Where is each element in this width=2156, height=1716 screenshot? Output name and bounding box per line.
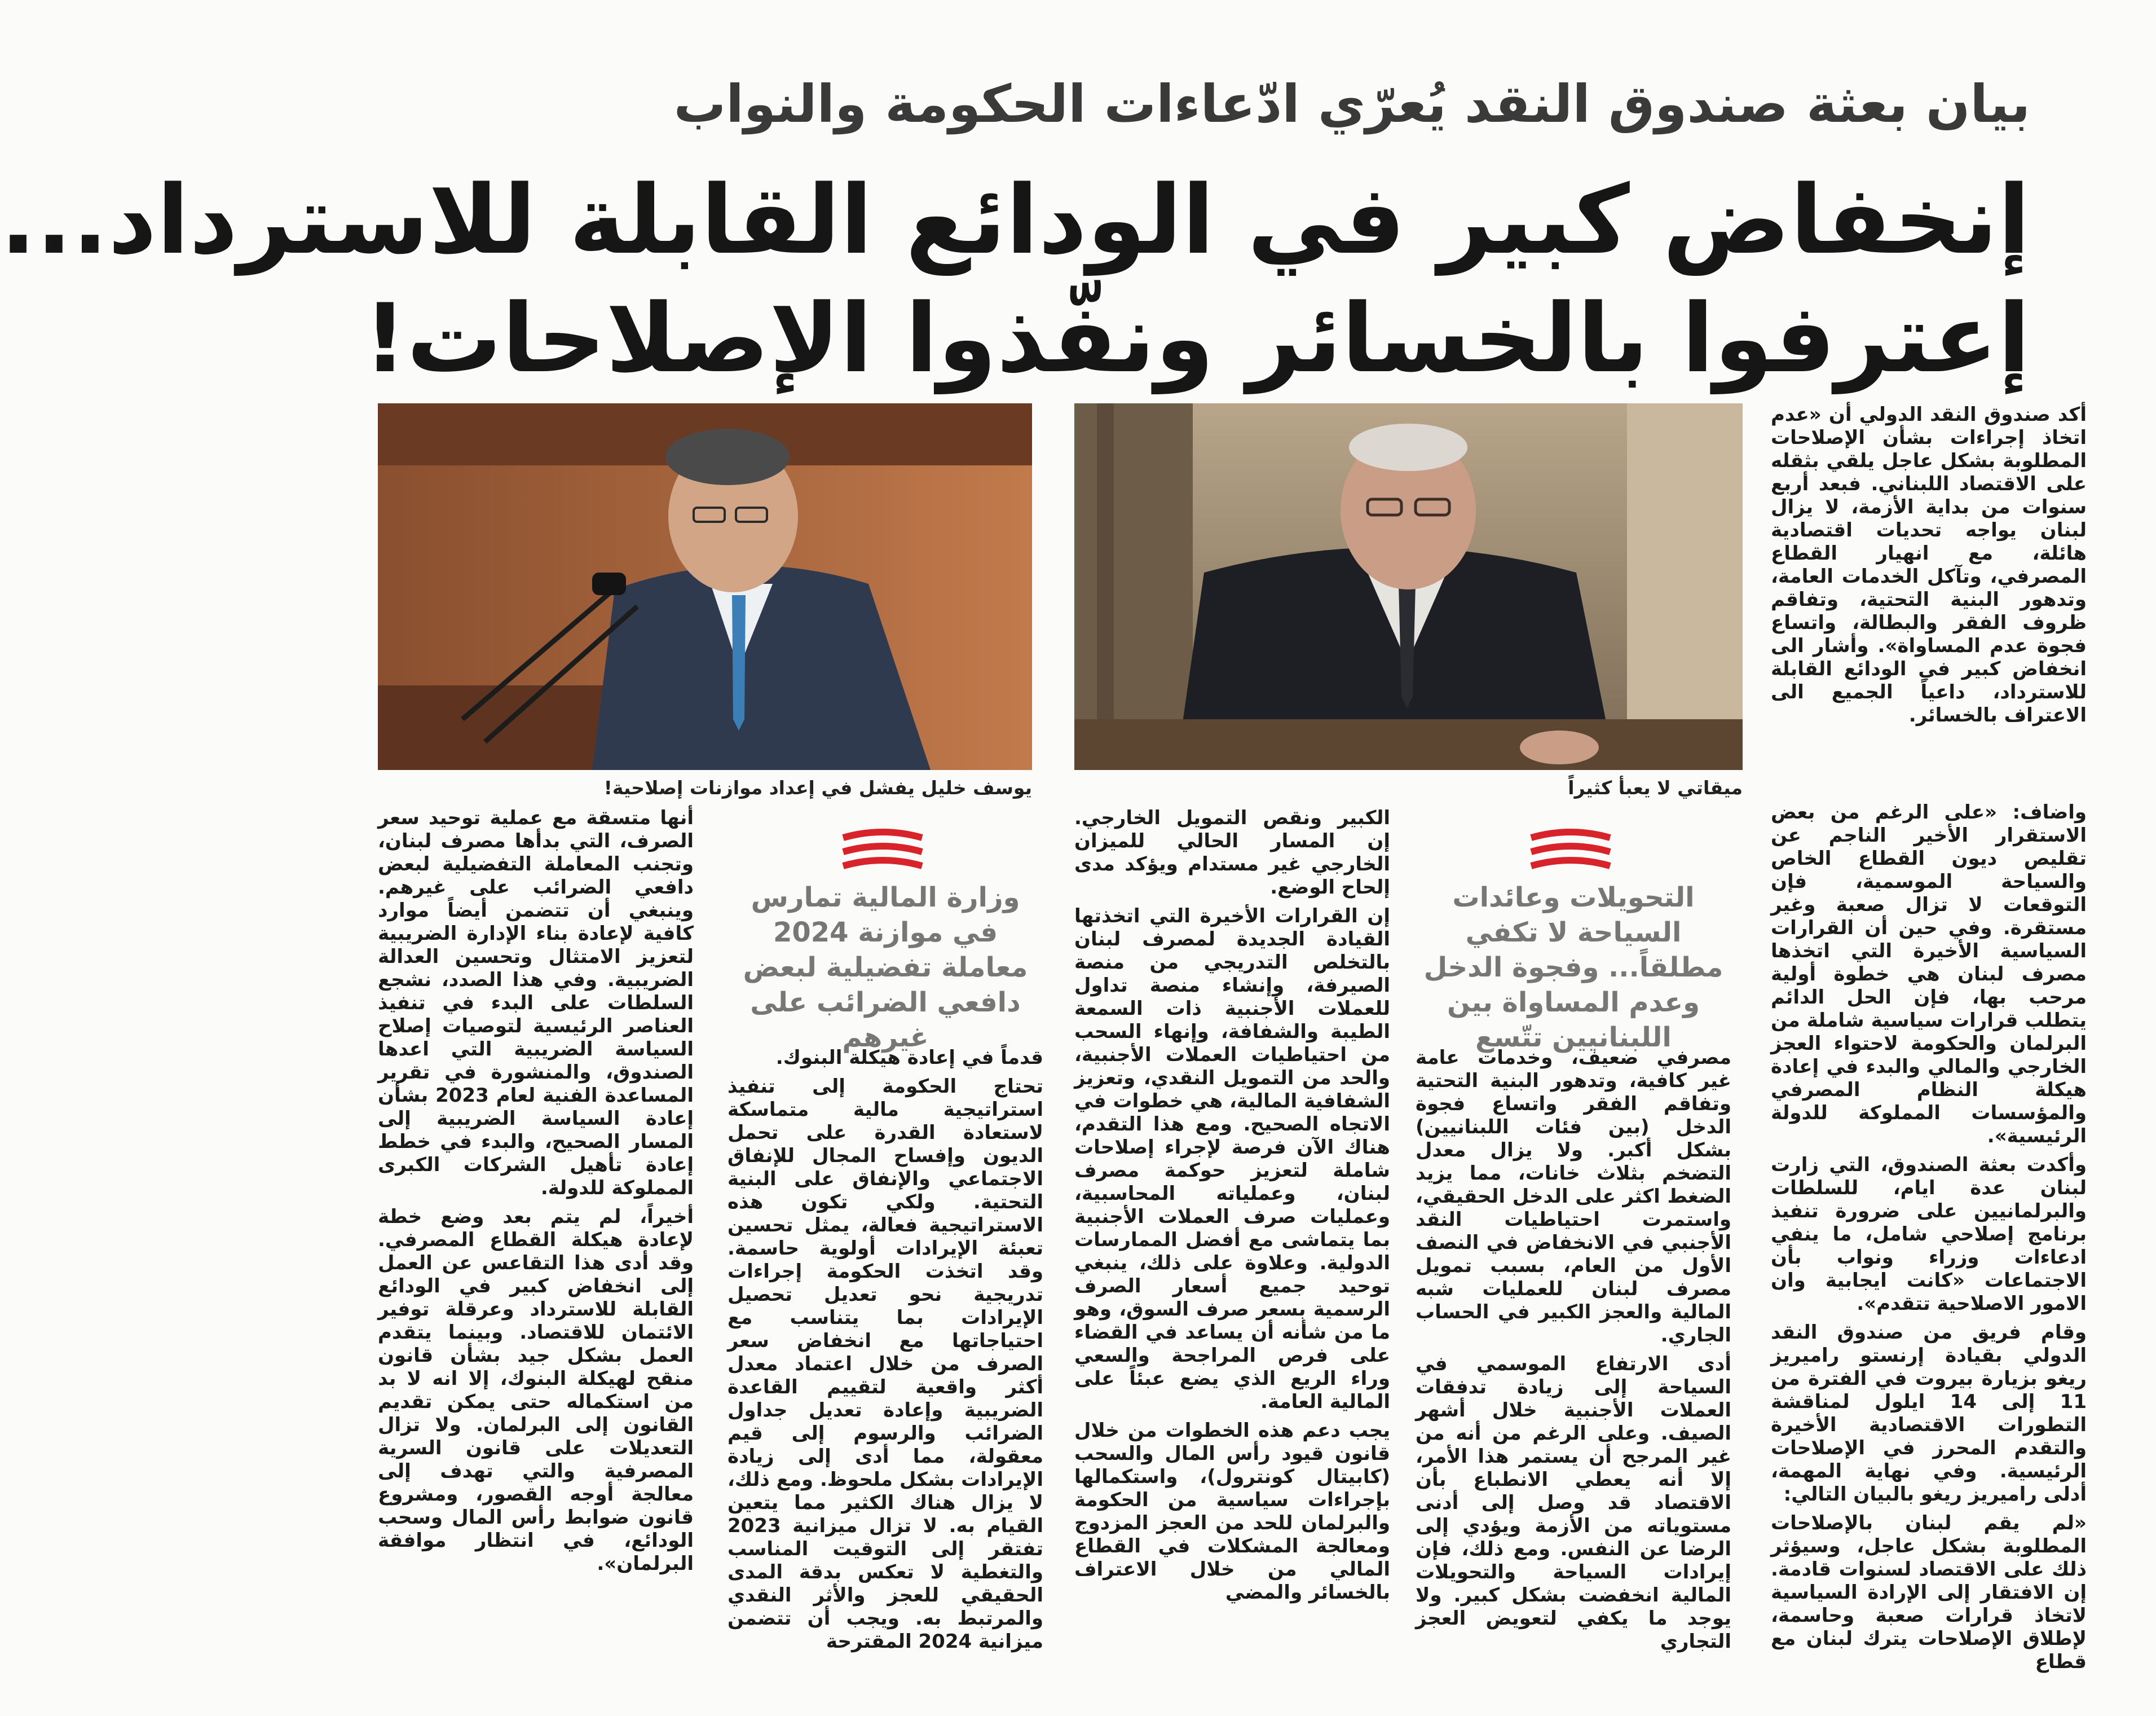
headline-line-2: إعترفوا بالخسائر ونفّذوا الإصلاحات! [363,283,2030,394]
paragraph: وقام فريق من صندوق النقد الدولي بقيادة إرنستو راميريز ريغو بزيارة بيروت في الفترة من 11 إلى 14 ايلول لمناقشة التطورات الاقتصادية الأخيرة والتقدم المحرز في الإصلاحات الرئيسية. وفي نهاية المهمة، أدلى راميريز ريغو بالبيان التالي: [1764,1321,2087,1506]
headline-line-1: إنخفاض كبير في الودائع القابلة للاسترداد... [0,165,2030,275]
caption-khalil: يوسف خليل يفشل في إعداد موازنات إصلاحية! [603,777,1032,799]
paragraph: واضاف: «على الرغم من بعض الاستقرار الأخير الناجم عن تقليص ديون القطاع الخاص والسياحة الموسمية، فإن التوقعات لا تزال صعبة وغير مستقرة. وفي حين أن القرارات السياسية الأخيرة التي اتخذها مصرف لبنان هي خطوة أولية مرحب بها، فإن الحل الدائم يتطلب قرارات سياسية شاملة من البرلمان والحكومة لاحتواء العجز الخارجي والمالي والبدء في إعادة هيكلة النظام المصرفي والمؤسسات المملوكة للدولة الرئيسية». [1764,801,2087,1147]
kicker-subtitle: بيان بعثة صندوق النقد يُعرّي ادّعاءات الحكومة والنواب [673,74,2030,134]
lebanese-flag-stripes-1 [1528,826,1613,872]
article-column-1-top [1764,403,2087,776]
paragraph: أخيراً، لم يتم بعد وضع خطة لإعادة هيكلة القطاع المصرفي. وقد أدى هذا التقاعس عن العمل إلى انخفاض كبير في الودائع القابلة للاسترداد وعرقلة توفير الائتمان للاقتصاد. وبينما يتقدم العمل بشكل جيد بشأن قانون منقح لهيكلة البنوك، إلا انه لا بد من استكماله حتى يمكن تقديم القانون إلى البرلمان. ولا تزال التعديلات على قانون السرية المصرفية والتي تهدف إلى معالجة أوجه القصور، ومشروع قانون ضوابط رأس المال وسحب الودائع، في انتظار موافقة البرلمان». [371,1205,694,1575]
pull-quote-2: وزارة المالية تمارس في موازنة 2024 معاملة تفضيلية لبعض دافعي الضرائب على غيرهم [743,882,1028,1053]
paragraph: «لم يقم لبنان بالإصلاحات المطلوبة بشكل عاجل، وسيؤثر ذلك على الاقتصاد لسنوات قادمة. إن الافتقار إلى الإرادة السياسية لاتخاذ قرارات صعبة وحاسمة، لإطلاق الإصلاحات يترك لبنان مع قطاع [1764,1512,2087,1673]
paragraph: يجب دعم هذه الخطوات من خلال قانون قيود رأس المال والسحب (كابيتال كونترول)، واستكمالها بإجراءات سياسية من الحكومة والبرلمان للحد من العجز المزدوج ومعالجة المشكلات في القطاع المالي من خلال الاعتراف بالخسائر والمضي [1068,1419,1390,1604]
paragraph: تحتاج الحكومة إلى تنفيذ استراتيجية مالية متماسكة لاستعادة القدرة على تحمل الديون وإفساح المجال للإنفاق الاجتماعي والإنفاق على البنية التحتية. ولكي تكون هذه الاستراتيجية فعالة، يمثل تحسين تعبئة الإيرادات أولوية حاسمة. وقد اتخذت الحكومة إجراءات تدريجية نحو تعديل تحصيل الإيرادات بما يتناسب مع احتياجاتها مع انخفاض سعر الصرف من خلال اعتماد معدل أكثر واقعية لتقييم القاعدة الضريبية وإعادة تعديل جداول الضرائب والرسوم إلى قيم معقولة، مما أدى إلى زيادة الإيرادات بشكل ملحوظ. ومع ذلك، لا يزال هناك الكثير مما يتعين القيام به. لا تزال ميزانية 2023 تفتقر إلى التوقيت المناسب والتغطية لا تعكس بدقة المدى الحقيقي للعجز والأثر النقدي والمرتبط به. ويجب أن تتضمن ميزانية 2024 المقترحة [721,1075,1043,1653]
article-column-4 [721,1046,1043,1667]
paragraph: مصرفي ضعيف، وخدمات عامة غير كافية، وتدهور البنية التحتية وتفاقم الفقر واتساع فجوة الدخل (بين فئات اللبنانيين) بشكل أكبر. ولا يزال معدل التضخم بثلاث خانات، مما يزيد الضغط اكثر على الدخل الحقيقي، واستمرت احتياطيات النقد الأجنبي في الانخفاض في النصف الأول من العام، بسبب تمويل مصرف لبنان للعمليات شبه المالية والعجز الكبير في الحساب الجاري. [1409,1046,1731,1347]
caption-mikati: ميقاتي لا يعبأ كثيراً [1568,777,1743,799]
paragraph: الكبير ونقص التمويل الخارجي. إن المسار الحالي للميزان الخارجي غير مستدام ويؤكد مدى إلحاح الوضع. [1068,807,1390,899]
article-column-1-bottom [1764,801,2087,1673]
article-column-2 [1409,1046,1731,1667]
article-column-3 [1068,807,1390,1664]
paragraph: أدى الارتفاع الموسمي في السياحة إلى زيادة تدفقات العملات الأجنبية خلال أشهر الصيف. وعلى الرغم من أنه من غير المرجح أن يستمر هذا الأمر، إلا أنه يعطي الانطباع بأن الاقتصاد قد وصل إلى أدنى مستوياته من الأزمة ويؤدي إلى الرضا عن النفس. ومع ذلك، فإن إيرادات السياحة والتحويلات المالية انخفضت بشكل كبير. ولا يوجد ما يكفي لتعويض العجز التجاري [1409,1353,1731,1653]
paragraph: إن القرارات الأخيرة التي اتخذتها القيادة الجديدة لمصرف لبنان بالتخلص التدريجي من منصة الصيرفة، وإنشاء منصة تداول للعملات الأجنبية ذات السمعة الطيبة والشفافة، وإنهاء السحب من احتياطيات العملات الأجنبية، والحد من التمويل النقدي، وتعزيز الشفافية المالية، هي خطوات في الاتجاه الصحيح. ومع هذا التقدم، هناك الآن فرصة لإجراء إصلاحات شاملة لتعزيز حوكمة مصرف لبنان، وعملياته المحاسبية، وعمليات صرف العملات الأجنبية بما يتماشى مع أفضل الممارسات الدولية. وعلاوة على ذلك، ينبغي توحيد جميع أسعار الصرف الرسمية بسعر صرف السوق، وهو ما من شأنه أن يساعد في القضاء على فرص المراجحة والسعي وراء الريع الذي يضع عبئاً على المالية العامة. [1068,905,1390,1413]
lebanese-flag-stripes-2 [840,826,925,872]
photo-mikati [1074,403,1743,770]
article-column-5 [371,807,694,1664]
paragraph: أكد صندوق النقد الدولي أن «عدم اتخاذ إجراءات بشأن الإصلاحات المطلوبة بشكل عاجل يلقي بثقله على الاقتصاد اللبناني. فبعد أربع سنوات من بداية الأزمة، لا يزال لبنان يواجه تحديات اقتصادية هائلة، مع انهيار القطاع المصرفي، وتآكل الخدمات العامة، وتدهور البنية التحتية، وتفاقم ظروف الفقر والبطالة، واتساع فجوة عدم المساواة». وأشار الى انخفاض كبير في الودائع القابلة للاسترداد، داعياً الجميع الى الاعتراف بالخسائر. [1764,403,2087,727]
paragraph: قدماً في إعادة هيكلة البنوك. [775,1046,1043,1069]
paragraph: أنها متسقة مع عملية توحيد سعر الصرف، التي بدأها مصرف لبنان، وتجنب المعاملة التفضيلية لبعض دافعي الضرائب على غيرهم. وينبغي أن تتضمن أيضاً موارد كافية لإعادة بناء الإدارة الضريبية لتعزيز الامتثال وتحسين العدالة الضريبية. وفي هذا الصدد، نشجع السلطات على البدء في تنفيذ العناصر الرئيسية لتوصيات إصلاح السياسة الضريبية التي اعدها الصندوق، والمنشورة في تقرير المساعدة الفنية لعام 2023 بشأن إعادة السياسة الضريبية إلى المسار الصحيح، والبدء في خطط إعادة تأهيل الشركات الكبرى المملوكة للدولة. [371,807,694,1199]
paragraph: وأكدت بعثة الصندوق، التي زارت لبنان عدة ايام، للسلطات والبرلمانيين على ضرورة تنفيذ برنامج إصلاحي شامل، ما ينفي ادعاءات وزراء ونواب بأن الاجتماعات «كانت ايجابية وان الامور الاصلاحية تتقدم». [1764,1154,2087,1315]
pull-quote-1: التحويلات وعائدات السياحة لا تكفي مطلقاً... وفجوة الدخل وعدم المساواة بين اللبنانيين تتّسع [1423,882,1723,1053]
photo-khalil [378,403,1032,770]
